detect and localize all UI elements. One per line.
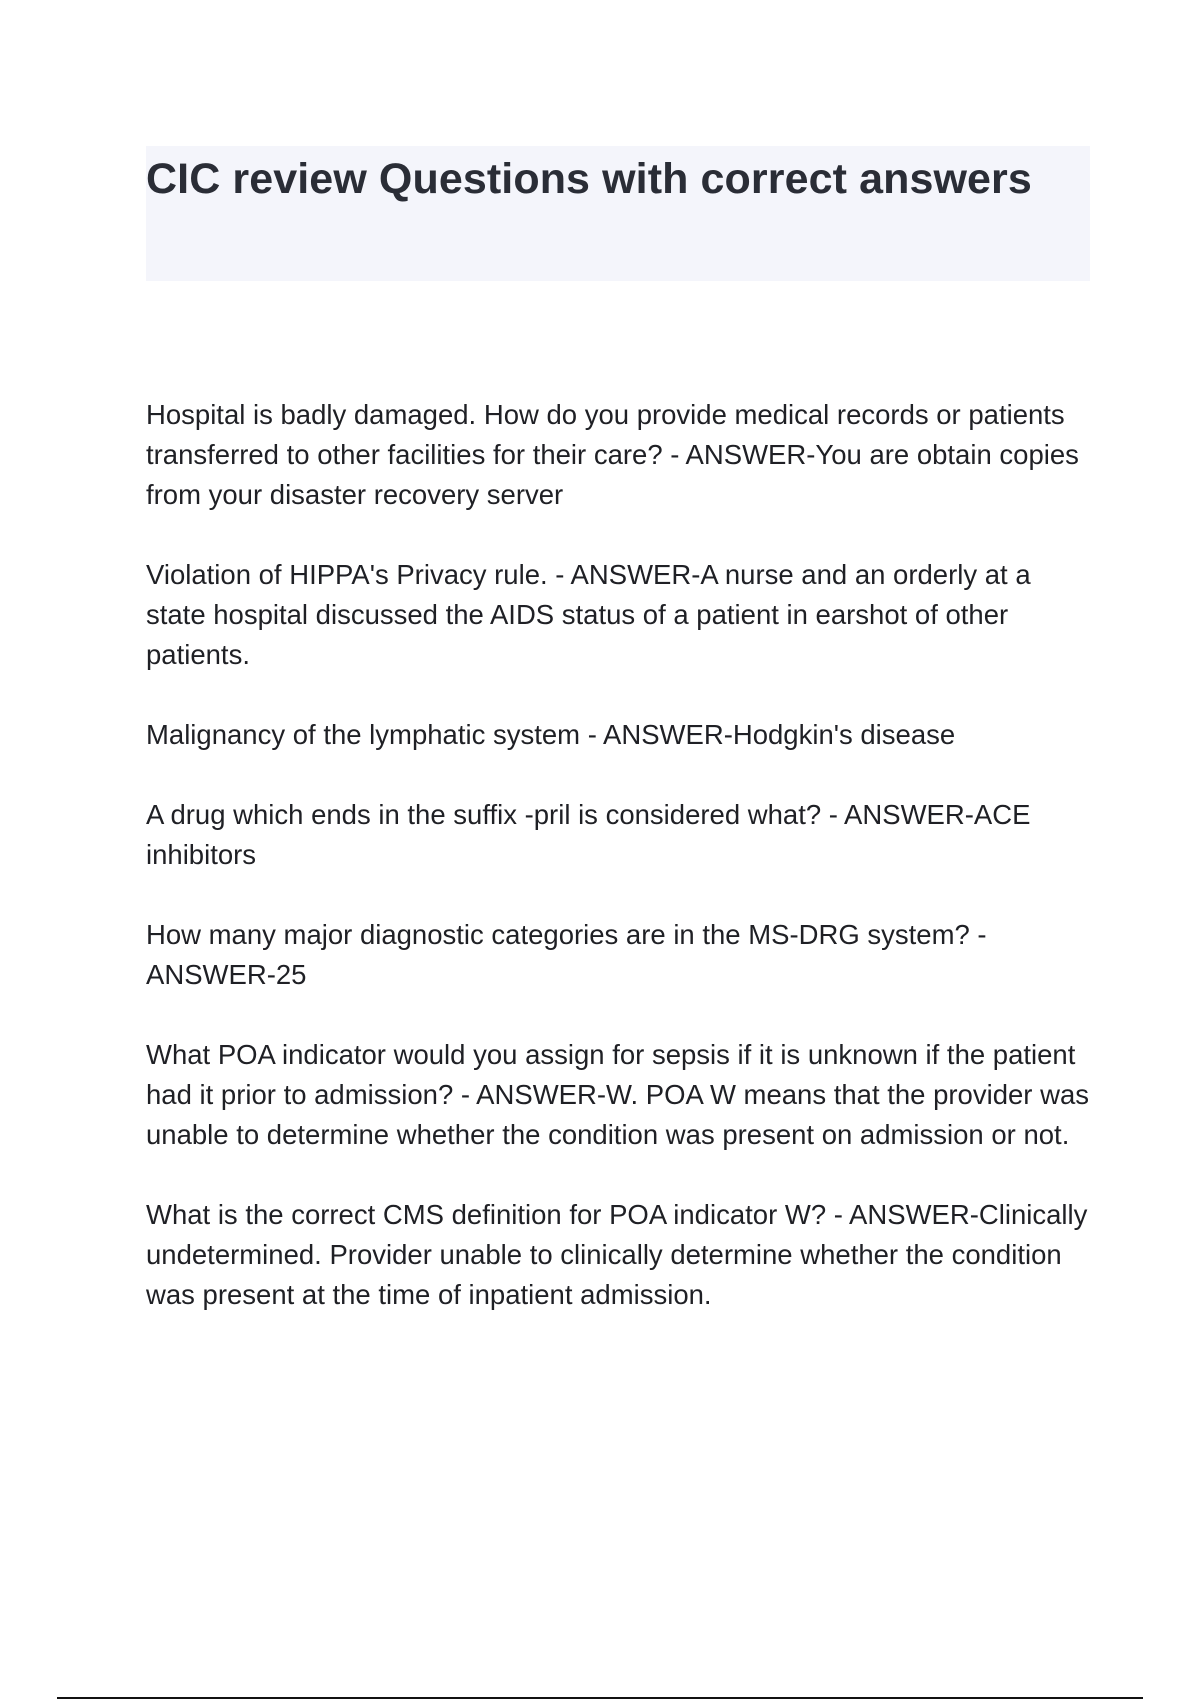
footer-rule [57,1697,1143,1699]
title-banner [146,146,1090,281]
qa-item-5: How many major diagnostic categories are in the MS-DRG system? - ANSWER-25 [146,919,987,990]
qa-item-6: What POA indicator would you assign for sepsis if it is unknown if the patient had it prior to admission? - ANSWER-W. POA W means that the provider was unable to determine whether the condition was present on admission or not. [146,1039,1089,1150]
qa-list [146,395,1090,1355]
qa-item-2: Violation of HIPPA's Privacy rule. - ANSWER-A nurse and an orderly at a state hospital discussed the AIDS status of a patient in earshot of other patients. [146,559,1031,670]
document-title: CIC review Questions with correct answers [146,155,1032,203]
qa-item-3: Malignancy of the lymphatic system - ANSWER-Hodgkin's disease [146,719,956,750]
qa-item-1: Hospital is badly damaged. How do you provide medical records or patients transferred to other facilities for their care? - ANSWER-You are obtain copies from your disaster recovery server [146,399,1079,510]
qa-item-4: A drug which ends in the suffix -pril is considered what? - ANSWER-ACE inhibitors [146,799,1031,870]
qa-item-7: What is the correct CMS definition for POA indicator W? - ANSWER-Clinically undetermined. Provider unable to clinically determine whether the condition was present at the time of inpatient admission. [146,1199,1088,1310]
